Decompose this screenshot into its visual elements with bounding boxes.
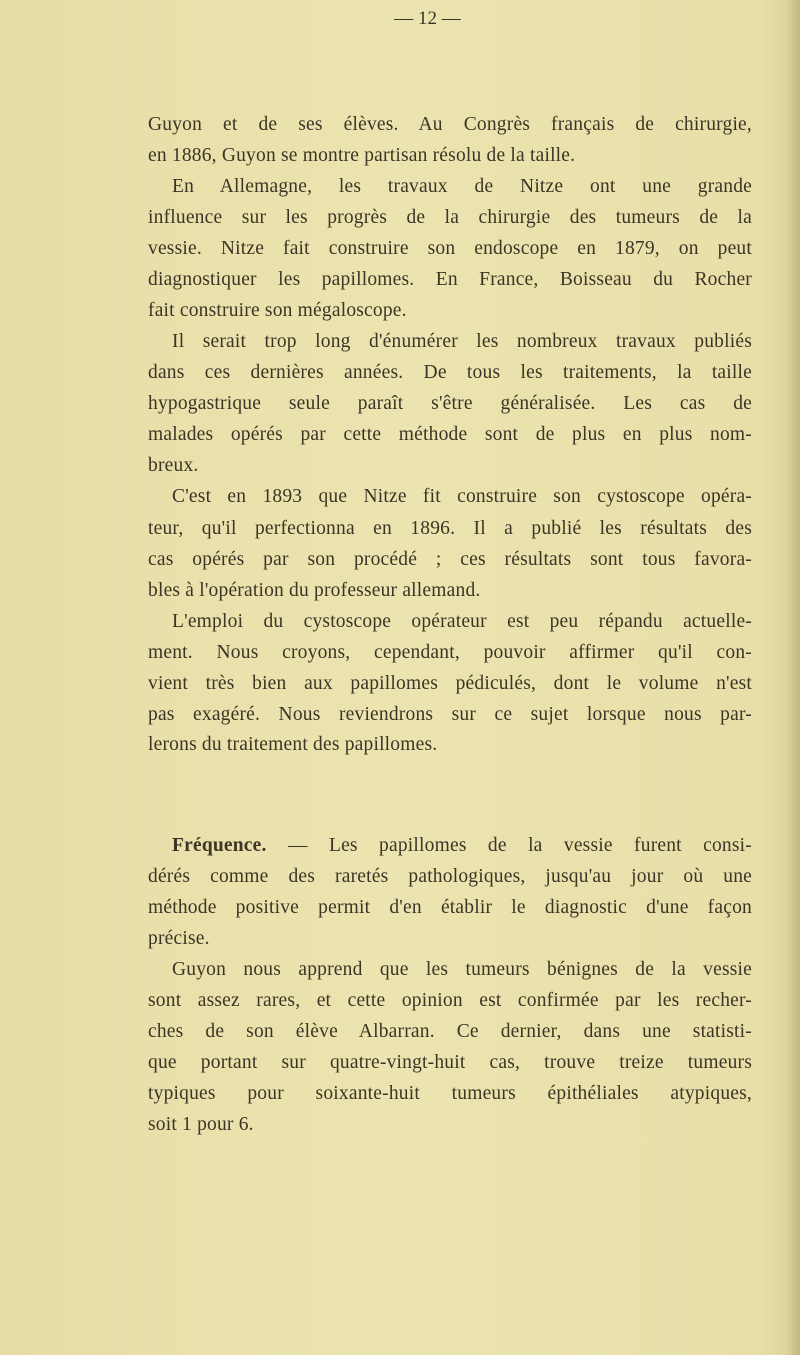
text-line: — Les papillomes de la vessie furent consi- bbox=[287, 835, 752, 856]
text-line: ment. Nous croyons, cependant, pouvoir affirmer qu'il con- bbox=[148, 642, 752, 663]
text-line: vient très bien aux papillomes pédiculés, dont le volume n'est bbox=[148, 673, 752, 694]
text-line: C'est en 1893 que Nitze fit construire son cystoscope opéra- bbox=[172, 486, 752, 507]
text-line: typiques pour soixante-huit tumeurs épithéliales atypiques, bbox=[148, 1083, 752, 1104]
text-line: en 1886, Guyon se montre partisan résolu de la taille. bbox=[148, 145, 576, 166]
text-line: breux. bbox=[148, 455, 199, 476]
text-line: soit 1 pour 6. bbox=[148, 1114, 254, 1135]
text-line: lerons du traitement des papillomes. bbox=[148, 734, 438, 755]
text-line: diagnostiquer les papillomes. En France, Boisseau du Rocher bbox=[148, 269, 752, 290]
page-edge-shadow bbox=[786, 0, 800, 1355]
text-line: sont assez rares, et cette opinion est confirmée par les recher- bbox=[148, 990, 752, 1011]
page-number: — 12 — bbox=[394, 8, 461, 29]
text-line: fait construire son mégaloscope. bbox=[148, 300, 407, 321]
section-heading: Fréquence. bbox=[172, 835, 267, 856]
text-line: Guyon et de ses élèves. Au Congrès français de chirurgie, bbox=[148, 114, 752, 135]
text-line: précise. bbox=[148, 928, 210, 949]
text-line: dérés comme des raretés pathologiques, jusqu'au jour où une bbox=[148, 866, 752, 887]
text-line: L'emploi du cystoscope opérateur est peu répandu actuelle- bbox=[172, 611, 752, 632]
text-line: pas exagéré. Nous reviendrons sur ce sujet lorsque nous par- bbox=[148, 704, 752, 725]
text-line: ches de son élève Albarran. Ce dernier, dans une statisti- bbox=[148, 1021, 752, 1042]
text-line: dans ces dernières années. De tous les traitements, la taille bbox=[148, 362, 752, 383]
text-line: bles à l'opération du professeur allemand. bbox=[148, 580, 481, 601]
text-line: Il serait trop long d'énumérer les nombreux travaux publiés bbox=[172, 331, 752, 352]
text-line: cas opérés par son procédé ; ces résultats sont tous favora- bbox=[148, 549, 752, 570]
text-line: que portant sur quatre-vingt-huit cas, trouve treize tumeurs bbox=[148, 1052, 752, 1073]
text-line: En Allemagne, les travaux de Nitze ont une grande bbox=[172, 176, 752, 197]
frequency-first-line bbox=[172, 834, 752, 858]
text-line: influence sur les progrès de la chirurgie des tumeurs de la bbox=[148, 207, 752, 228]
text-line: méthode positive permit d'en établir le diagnostic d'une façon bbox=[148, 897, 752, 918]
text-line: hypogastrique seule paraît s'être généralisée. Les cas de bbox=[148, 393, 752, 414]
text-line: teur, qu'il perfectionna en 1896. Il a publié les résultats des bbox=[148, 518, 752, 539]
text-line: vessie. Nitze fait construire son endoscope en 1879, on peut bbox=[148, 238, 752, 259]
text-line: malades opérés par cette méthode sont de plus en plus nom- bbox=[148, 424, 752, 445]
text-line: Guyon nous apprend que les tumeurs bénignes de la vessie bbox=[172, 959, 752, 980]
